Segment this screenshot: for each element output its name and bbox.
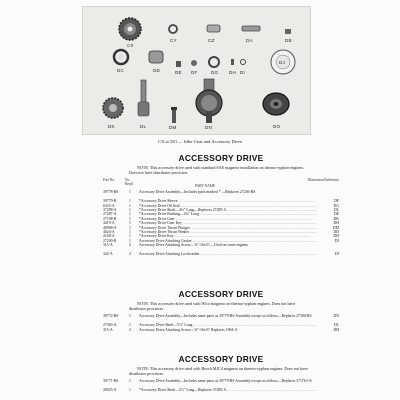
illustration-ref: DL (321, 323, 339, 327)
header-part-name: PART NAME (195, 184, 216, 189)
part-name: Accessory Drive Assembly—Includes parts marked * —Replaces 27236-RS (139, 190, 256, 195)
part-name: Accessory Drive Attaching Gasket ..... (139, 239, 317, 243)
plunger-dm-icon (171, 107, 177, 123)
header-part-no: Part No. (103, 178, 115, 183)
quantity-required: 1 (129, 199, 131, 204)
section-title: ACCESSORY DRIVE (178, 153, 264, 163)
quantity-required: 1 (129, 379, 131, 384)
drive-assembly-dn-icon (196, 79, 222, 123)
label-do: DO (273, 124, 281, 129)
illustration-ref: DI (321, 252, 339, 256)
gear-dk-icon (103, 98, 123, 118)
label-dm: DM (169, 125, 177, 130)
part-name: *Accessory Drive Thrust Washer ..... (139, 230, 317, 234)
header-no-req: No. Req'd (125, 178, 134, 187)
table-header (103, 178, 339, 190)
label-dn: DN (205, 125, 212, 130)
part-number: 27198-R (103, 216, 117, 221)
quantity-required: 1 (129, 190, 131, 195)
part-name: Accessory Drive Assembly—Includes same parts as 39779-RS Assembly except as follows—Replaces 27380-RS (139, 314, 312, 319)
section-accessory-drive-sae (103, 153, 339, 256)
label-dd: DD (153, 68, 160, 73)
section-note: NOTE: This accessory drive used with standard SAE magneto installation on thermo-syphon engines. Does not have distributor provision. (129, 165, 304, 176)
sleeve-dd-icon (149, 51, 163, 63)
label-dl: DL (140, 124, 147, 129)
quantity-required: 1 (129, 212, 131, 217)
part-number: 39778-RS (103, 190, 119, 195)
parts-table (103, 190, 339, 256)
part-number: 37298-A (103, 207, 117, 212)
quantity-required: 2 (129, 251, 131, 256)
table-row (103, 190, 339, 199)
part-name: *Accessory Drive Oil Seal ..... (139, 204, 317, 208)
section-note: NOTE: This accessory drive used with Bosch MJC4 magneto on thermo-syphon engines. Does not have distributor provision. (129, 366, 308, 377)
part-name: *Accessory Drive Gear ..... (139, 217, 317, 221)
seal-dg-icon (209, 57, 219, 67)
illustration-ref: DJ (321, 239, 339, 243)
part-number: 4024-A (103, 229, 115, 234)
photo-caption: CX to DO — Idler Gear and Accessory Drive (158, 139, 242, 144)
quantity-required: 1 (129, 207, 131, 212)
header-illus-ref: Illustration Reference (307, 178, 339, 183)
part-number: 39779-R (103, 199, 117, 204)
part-number: 27365-A (103, 323, 117, 328)
illustration-ref: DN (321, 314, 339, 318)
label-di: DI (240, 70, 245, 75)
label-dk: DK (108, 124, 115, 129)
part-number: 342-A (103, 251, 113, 256)
illustration-ref: DH (321, 328, 339, 332)
gear-cx-icon (119, 18, 141, 40)
part-name: *Accessory Drive Shaft—4¾" Long—Replaces 27285-A ..... (139, 208, 317, 212)
bushing-de-icon (176, 61, 181, 67)
plug-db-icon (285, 29, 291, 34)
label-de: DE (175, 70, 182, 75)
parts-table (103, 379, 339, 392)
quantity-required: 1 (129, 203, 131, 208)
part-name: Accessory Drive Attaching Lockwasher ..... (139, 252, 317, 256)
section-title: ACCESSORY DRIVE (178, 354, 264, 364)
label-dg: DG (211, 70, 219, 75)
part-number: 315-A (103, 327, 113, 332)
part-number: 28025-A (103, 388, 117, 393)
illustration-ref: DE (321, 212, 339, 216)
label-da: DA (246, 38, 253, 43)
section-title: ACCESSORY DRIVE (178, 289, 264, 299)
quantity-required: 1 (129, 234, 131, 239)
bushing-cz-icon (207, 25, 220, 32)
part-number: 315-A (103, 243, 113, 248)
washer-df-icon (191, 60, 197, 66)
quantity-required: 2 (129, 243, 131, 248)
quantity-required: 1 (129, 238, 131, 243)
part-number: 27287-A (103, 212, 117, 217)
part-name: *Accessory Drive Thrust Plunger ..... (139, 226, 317, 230)
part-number: 39772-RS (103, 314, 119, 319)
label-dc: DC (117, 68, 124, 73)
part-name: *Accessory Drive Sleeve ..... (139, 199, 317, 203)
label-dj: DJ (279, 60, 285, 65)
illustration-ref: DK (321, 217, 339, 221)
label-cy: CY (170, 38, 177, 43)
illustration-ref: DL (321, 208, 339, 212)
label-dh: DH (229, 70, 236, 75)
gear-do-icon (263, 93, 289, 115)
illustration-ref: DH (321, 221, 339, 225)
part-number: 2168-A (103, 234, 115, 239)
part-name: Accessory Drive Assembly—Includes same parts as 39779-RS Assembly except as follows—Replaces 37176-CS (139, 379, 312, 384)
part-name: Accessory Drive Attaching Screw—⅜"-16x⅞"—Used on some engines (139, 243, 248, 248)
pin-da-icon (242, 26, 260, 31)
part-name: *Accessory Drive Bushing—2¾" Long ..... (139, 212, 317, 216)
ring-dc-icon (114, 50, 128, 64)
table-row (103, 379, 339, 388)
table-row (103, 314, 339, 323)
parts-table (103, 314, 339, 336)
part-number: 39771-RS (103, 379, 119, 384)
part-number: 27200-R (103, 238, 117, 243)
quantity-required: 2 (129, 327, 131, 332)
section-note: NOTE: This accessory drive used with Wico magneto on thermo-syphon engines. Does not have distributor provision. (129, 301, 296, 312)
quantity-required: 1 (129, 229, 131, 234)
label-cx: CX (127, 43, 134, 48)
quantity-required: 1 (129, 216, 131, 221)
part-name: *Accessory Drive Key ..... (139, 234, 317, 238)
illustration-ref: DD (321, 230, 339, 234)
section-accessory-drive-wico (103, 289, 339, 336)
parts-photo (82, 6, 311, 135)
part-number: 4419-A (103, 221, 115, 226)
illustration-ref: DM (321, 226, 339, 230)
label-cz: CZ (208, 38, 215, 43)
part-name: *Accessory Drive Gear Key ..... (139, 221, 317, 225)
table-row (103, 252, 339, 256)
illustration-ref: DH (321, 234, 339, 238)
illustration-ref: DF (321, 199, 339, 203)
table-row (103, 328, 339, 337)
part-name: Accessory Drive Shaft—5⅛" Long ..... (139, 323, 317, 327)
label-db: DB (285, 38, 292, 43)
table-row (103, 243, 339, 252)
quantity-required: 1 (129, 225, 131, 230)
part-number: 40908-A (103, 225, 117, 230)
washer-cy-icon (169, 25, 177, 33)
quantity-required: 1 (129, 323, 131, 328)
section-accessory-drive-bosch (103, 354, 339, 393)
quantity-required: 1 (129, 221, 131, 226)
table-row (103, 388, 339, 392)
washer-di-icon (241, 60, 246, 65)
quantity-required: 1 (129, 388, 131, 393)
part-number: 6325-A (103, 203, 115, 208)
shaft-dl-icon (138, 80, 149, 116)
part-name: *Accessory Drive Shaft—5½" Long—Replaces 37285-A ..... (139, 388, 317, 392)
illustration-ref: DG (321, 204, 339, 208)
part-name: Accessory Drive Attaching Screw—⅜"-16x⅞" Replaces 1964-A (139, 327, 238, 332)
label-df: DF (191, 70, 198, 75)
quantity-required: 1 (129, 314, 131, 319)
key-dh-icon (231, 59, 234, 65)
